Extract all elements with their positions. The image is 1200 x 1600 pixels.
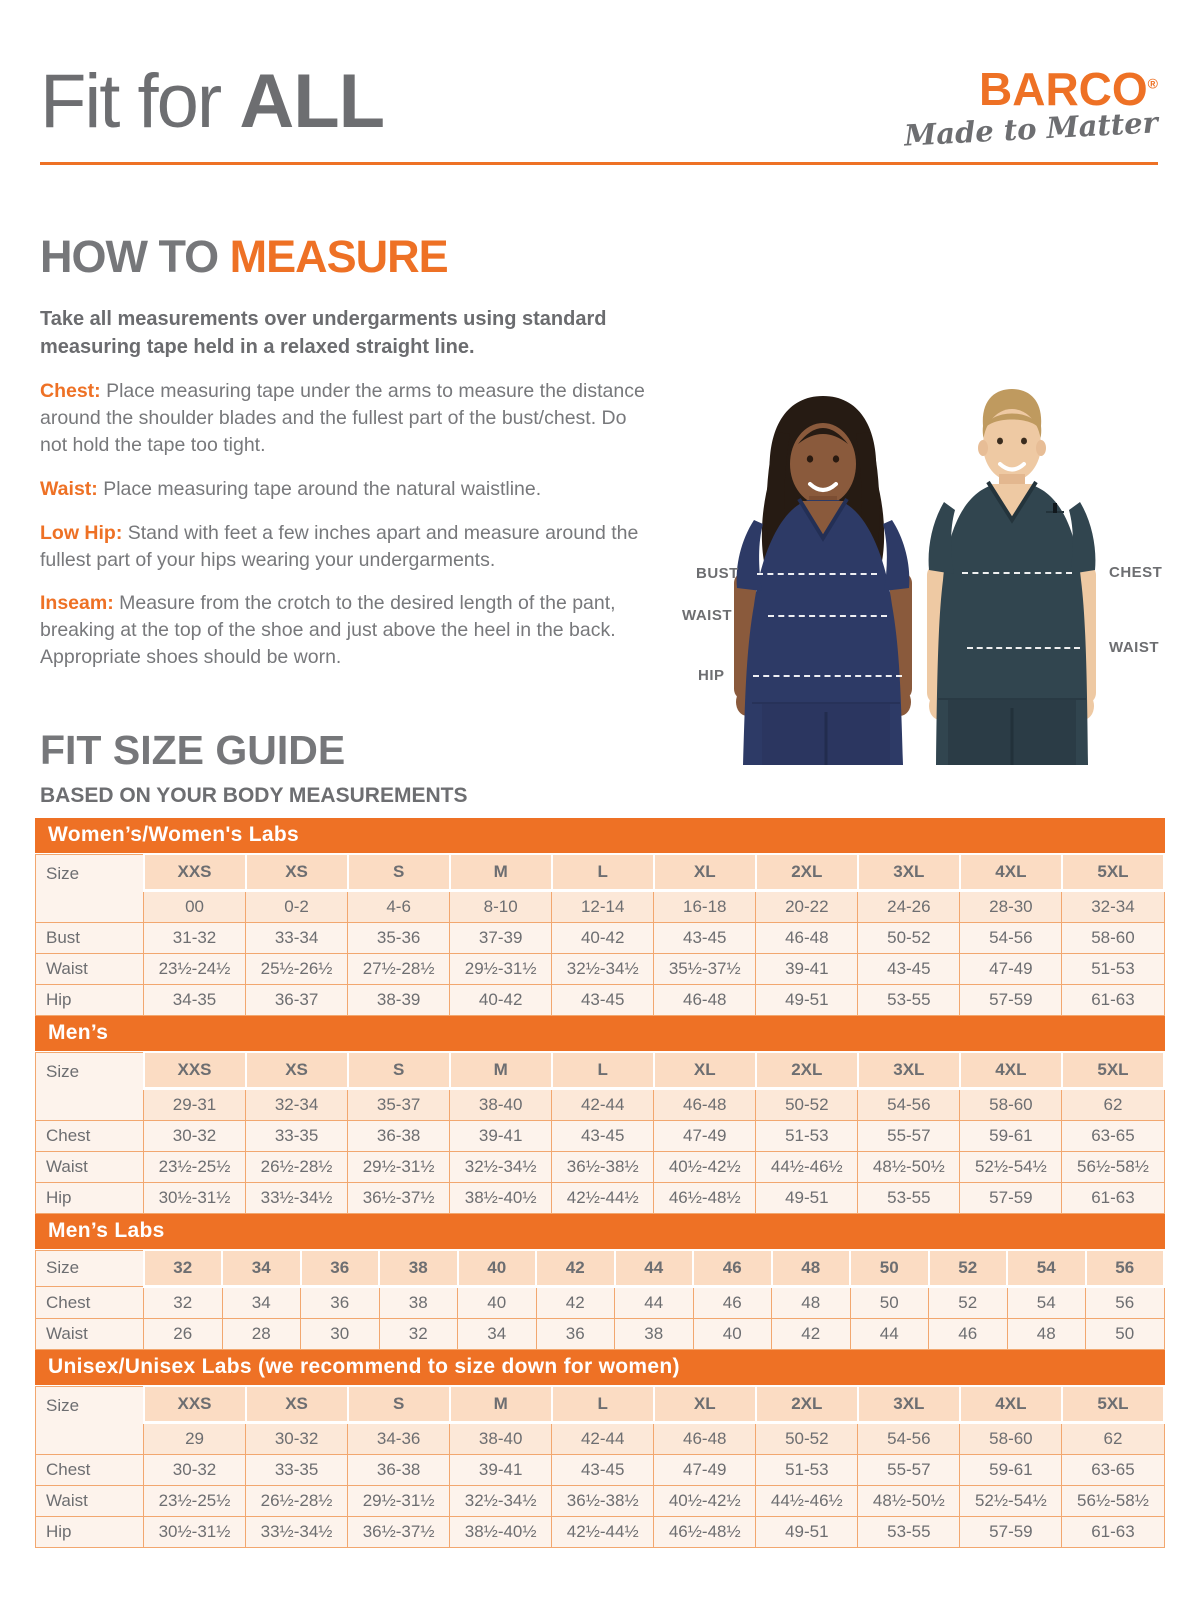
measurement-cell: 39-41 <box>450 1455 552 1486</box>
measurement-cell: 37-39 <box>450 923 552 954</box>
numeric-size-cell: 32-34 <box>1062 891 1164 923</box>
numeric-size-cell: 46-48 <box>654 1423 756 1455</box>
measurement-cell: 47-49 <box>654 1455 756 1486</box>
measurement-cell: 25½-26½ <box>246 954 348 985</box>
woman-waist-line-label: WAIST <box>682 607 732 624</box>
measurement-cell: 40½-42½ <box>654 1486 756 1517</box>
size-header-cell: S <box>348 854 450 891</box>
size-header-row <box>36 1250 1165 1287</box>
man-figure <box>927 389 1096 765</box>
measurement-cell: 48 <box>1007 1319 1086 1350</box>
measurement-cell: 30½-31½ <box>144 1183 246 1214</box>
numeric-size-cell: 24-26 <box>858 891 960 923</box>
size-header-cell: XL <box>654 1386 756 1423</box>
size-header-row <box>36 1052 1165 1089</box>
woman-figure <box>734 396 912 765</box>
bust-line-label: BUST <box>696 565 739 582</box>
numeric-size-cell: 38-40 <box>450 1089 552 1121</box>
measurement-cell: 39-41 <box>450 1121 552 1152</box>
measurement-cell: 33-35 <box>246 1121 348 1152</box>
size-header-cell: 2XL <box>756 1052 858 1089</box>
size-header-cell: 48 <box>772 1250 851 1287</box>
numeric-size-row <box>36 891 1165 923</box>
measurement-cell: 36½-38½ <box>552 1486 654 1517</box>
measurement-cell: 27½-28½ <box>348 954 450 985</box>
size-header-cell: 42 <box>536 1250 615 1287</box>
measurement-cell: 32½-34½ <box>552 954 654 985</box>
row-label: Size <box>36 854 144 923</box>
row-label: Chest <box>36 1121 144 1152</box>
inseam-label: Inseam: <box>40 592 114 615</box>
measurement-cell: 44 <box>850 1319 929 1350</box>
row-label: Chest <box>36 1287 144 1319</box>
measurement-row <box>36 1183 1165 1214</box>
size-header-cell: 34 <box>222 1250 301 1287</box>
brand-logo <box>903 63 1159 153</box>
measurement-cell: 57-59 <box>960 985 1062 1016</box>
measurement-cell: 63-65 <box>1062 1455 1164 1486</box>
numeric-size-cell: 00 <box>144 891 246 923</box>
size-header-cell: 4XL <box>960 1386 1062 1423</box>
measurement-cell: 46-48 <box>756 923 858 954</box>
measurement-cell: 38-39 <box>348 985 450 1016</box>
row-label: Bust <box>36 923 144 954</box>
measurement-cell: 35½-37½ <box>654 954 756 985</box>
measurement-cell: 32 <box>379 1319 458 1350</box>
table-banner: Unisex/Unisex Labs (we recommend to size down for women) <box>35 1350 1165 1385</box>
table-banner: Men’s <box>35 1016 1165 1051</box>
models-photo <box>650 372 1200 765</box>
measurement-cell: 44½-46½ <box>756 1486 858 1517</box>
measurement-cell: 52 <box>929 1287 1008 1319</box>
measurement-cell: 46 <box>929 1319 1008 1350</box>
table-banner: Men’s Labs <box>35 1214 1165 1249</box>
measurement-cell: 52½-54½ <box>960 1486 1062 1517</box>
measurement-cell: 49-51 <box>756 1183 858 1214</box>
how-to-measure-section <box>40 231 645 671</box>
size-header-cell: 50 <box>850 1250 929 1287</box>
measurement-cell: 33½-34½ <box>246 1517 348 1548</box>
low-hip-label: Low Hip: <box>40 521 123 544</box>
measurement-cell: 46½-48½ <box>654 1183 756 1214</box>
measurement-cell: 63-65 <box>1062 1121 1164 1152</box>
measurement-cell: 42½-44½ <box>552 1517 654 1548</box>
numeric-size-cell: 42-44 <box>552 1423 654 1455</box>
size-header-cell: 4XL <box>960 854 1062 891</box>
measurement-cell: 36-37 <box>246 985 348 1016</box>
row-label: Size <box>36 1052 144 1121</box>
numeric-size-cell: 62 <box>1062 1089 1164 1121</box>
numeric-size-cell: 54-56 <box>858 1423 960 1455</box>
measurement-cell: 48 <box>772 1287 851 1319</box>
size-table <box>35 1249 1165 1350</box>
numeric-size-cell: 20-22 <box>756 891 858 923</box>
hip-line-label: HIP <box>698 667 725 684</box>
measurement-cell: 29½-31½ <box>348 1152 450 1183</box>
measure-intro: Take all measurements over undergarments using standard measuring tape held in a relaxed straight line. <box>40 308 607 358</box>
measurement-cell: 32 <box>144 1287 223 1319</box>
numeric-size-cell: 16-18 <box>654 891 756 923</box>
size-header-cell: 3XL <box>858 1386 960 1423</box>
measurement-cell: 57-59 <box>960 1517 1062 1548</box>
measurement-cell: 61-63 <box>1062 1183 1164 1214</box>
how-to-measure-heading-accent: MEASURE <box>229 231 448 282</box>
man-waist-measure-line <box>967 647 1080 649</box>
brand-name: BARCO® <box>979 63 1158 115</box>
measure-instruction-inseam: Inseam: Measure from the crotch to the desired length of the pant, breaking at the top of the shoe and just above the heel in the back. Appropriate shoes should be worn. <box>40 592 616 669</box>
numeric-size-cell: 34-36 <box>348 1423 450 1455</box>
numeric-size-cell: 4-6 <box>348 891 450 923</box>
chest-label: Chest: <box>40 380 101 402</box>
measurement-cell: 30½-31½ <box>144 1517 246 1548</box>
size-header-cell: 40 <box>458 1250 537 1287</box>
registered-mark-icon: ® <box>1147 75 1158 92</box>
hip-measure-line <box>753 675 902 677</box>
measurement-cell: 36½-37½ <box>348 1517 450 1548</box>
measure-instruction-chest: Chest: Place measuring tape under the arms to measure the distance around the shoulder blades and the fullest part of the bust/chest. Do not hold the tape too tight. <box>40 380 645 456</box>
numeric-size-cell: 8-10 <box>450 891 552 923</box>
size-header-cell: 5XL <box>1062 854 1164 891</box>
measurement-cell: 28 <box>222 1319 301 1350</box>
numeric-size-cell: 28-30 <box>960 891 1062 923</box>
brand-tagline: Made to Matter <box>903 105 1159 153</box>
size-header-cell: XXS <box>144 854 246 891</box>
numeric-size-cell: 38-40 <box>450 1423 552 1455</box>
measurement-cell: 49-51 <box>756 985 858 1016</box>
size-table-mens-labs <box>35 1214 1165 1350</box>
measurement-row <box>36 954 1165 985</box>
size-header-cell: 5XL <box>1062 1386 1164 1423</box>
measurement-cell: 38 <box>615 1319 694 1350</box>
header-divider <box>40 162 1158 165</box>
page-title-bold: ALL <box>239 59 385 144</box>
numeric-size-row <box>36 1089 1165 1121</box>
fit-size-guide-subheading: BASED ON YOUR BODY MEASUREMENTS <box>40 784 468 808</box>
measurement-cell: 33-34 <box>246 923 348 954</box>
row-label: Waist <box>36 954 144 985</box>
numeric-size-cell: 50-52 <box>756 1423 858 1455</box>
row-label: Hip <box>36 1517 144 1548</box>
measure-instruction-low-hip: Low Hip: Stand with feet a few inches apart and measure around the fullest part of your hips wearing your undergarments. <box>40 521 639 571</box>
measurement-row <box>36 1486 1165 1517</box>
man-waist-line-label: WAIST <box>1109 639 1159 656</box>
measurement-cell: 61-63 <box>1062 985 1164 1016</box>
table-banner: Women’s/Women's Labs <box>35 818 1165 853</box>
page-title <box>40 59 385 144</box>
measurement-cell: 48½-50½ <box>858 1152 960 1183</box>
measurement-cell: 53-55 <box>858 985 960 1016</box>
measurement-cell: 50-52 <box>858 923 960 954</box>
measurement-cell: 43-45 <box>552 1121 654 1152</box>
measurement-row <box>36 1152 1165 1183</box>
measurement-cell: 29½-31½ <box>450 954 552 985</box>
size-header-cell: 5XL <box>1062 1052 1164 1089</box>
numeric-size-cell: 30-32 <box>246 1423 348 1455</box>
size-tables-container <box>35 818 1165 1548</box>
size-header-cell: 52 <box>929 1250 1008 1287</box>
fit-size-guide-heading: FIT SIZE GUIDE <box>40 727 346 774</box>
measurement-cell: 43-45 <box>654 923 756 954</box>
measurement-cell: 54-56 <box>960 923 1062 954</box>
measurement-cell: 40-42 <box>552 923 654 954</box>
numeric-size-cell: 42-44 <box>552 1089 654 1121</box>
measurement-cell: 34-35 <box>144 985 246 1016</box>
measurement-cell: 32½-34½ <box>450 1486 552 1517</box>
measurement-cell: 34 <box>222 1287 301 1319</box>
how-to-measure-heading: HOW TO MEASURE <box>40 231 448 282</box>
measurement-cell: 40 <box>693 1319 772 1350</box>
size-header-cell: 38 <box>379 1250 458 1287</box>
numeric-size-cell: 35-37 <box>348 1089 450 1121</box>
size-header-cell: M <box>450 1386 552 1423</box>
measurement-cell: 30 <box>301 1319 380 1350</box>
numeric-size-cell: 54-56 <box>858 1089 960 1121</box>
size-header-cell: 2XL <box>756 854 858 891</box>
size-header-cell: XS <box>246 854 348 891</box>
size-table-unisex <box>35 1350 1165 1548</box>
measurement-cell: 46 <box>693 1287 772 1319</box>
measurement-row <box>36 1287 1165 1319</box>
measurement-cell: 47-49 <box>960 954 1062 985</box>
row-label: Waist <box>36 1486 144 1517</box>
size-table <box>35 1051 1165 1214</box>
measurement-cell: 29½-31½ <box>348 1486 450 1517</box>
measurement-cell: 36½-38½ <box>552 1152 654 1183</box>
bust-measure-line <box>757 573 877 575</box>
measurement-row <box>36 1455 1165 1486</box>
measurement-cell: 33½-34½ <box>246 1183 348 1214</box>
measurement-cell: 53-55 <box>858 1517 960 1548</box>
size-header-cell: S <box>348 1052 450 1089</box>
size-table-mens <box>35 1016 1165 1214</box>
measurement-cell: 36 <box>536 1319 615 1350</box>
measurement-cell: 36-38 <box>348 1455 450 1486</box>
numeric-size-row <box>36 1423 1165 1455</box>
measurement-cell: 56½-58½ <box>1062 1486 1164 1517</box>
measurement-cell: 36-38 <box>348 1121 450 1152</box>
measurement-row <box>36 1121 1165 1152</box>
numeric-size-cell: 58-60 <box>960 1423 1062 1455</box>
measurement-cell: 48½-50½ <box>858 1486 960 1517</box>
measurement-cell: 50 <box>850 1287 929 1319</box>
row-label: Waist <box>36 1319 144 1350</box>
measurement-cell: 42 <box>772 1319 851 1350</box>
measurement-cell: 40 <box>458 1287 537 1319</box>
measurement-cell: 42 <box>536 1287 615 1319</box>
size-header-cell: 3XL <box>858 1052 960 1089</box>
measurement-cell: 57-59 <box>960 1183 1062 1214</box>
numeric-size-cell: 29 <box>144 1423 246 1455</box>
measurement-cell: 59-61 <box>960 1455 1062 1486</box>
size-header-cell: 4XL <box>960 1052 1062 1089</box>
row-label: Hip <box>36 1183 144 1214</box>
size-header-cell: 44 <box>615 1250 694 1287</box>
measurement-cell: 38 <box>379 1287 458 1319</box>
chest-measure-line <box>962 572 1072 574</box>
measurement-cell: 46½-48½ <box>654 1517 756 1548</box>
size-header-row <box>36 1386 1165 1423</box>
size-header-cell: XXS <box>144 1052 246 1089</box>
measurement-row <box>36 1517 1165 1548</box>
measurement-cell: 46-48 <box>654 985 756 1016</box>
measurement-cell: 40½-42½ <box>654 1152 756 1183</box>
measurement-row <box>36 1319 1165 1350</box>
row-label: Size <box>36 1250 144 1287</box>
size-header-cell: 32 <box>144 1250 223 1287</box>
measurement-cell: 36 <box>301 1287 380 1319</box>
measurement-cell: 42½-44½ <box>552 1183 654 1214</box>
measurement-cell: 40-42 <box>450 985 552 1016</box>
row-label: Chest <box>36 1455 144 1486</box>
numeric-size-cell: 29-31 <box>144 1089 246 1121</box>
measurement-cell: 52½-54½ <box>960 1152 1062 1183</box>
measurement-cell: 47-49 <box>654 1121 756 1152</box>
measurement-cell: 61-63 <box>1062 1517 1164 1548</box>
size-header-row <box>36 854 1165 891</box>
measurement-cell: 44 <box>615 1287 694 1319</box>
measurement-cell: 31-32 <box>144 923 246 954</box>
measurement-cell: 30-32 <box>144 1455 246 1486</box>
numeric-size-cell: 58-60 <box>960 1089 1062 1121</box>
size-header-cell: XS <box>246 1386 348 1423</box>
size-header-cell: S <box>348 1386 450 1423</box>
measurement-row <box>36 923 1165 954</box>
size-table <box>35 853 1165 1016</box>
measurement-cell: 43-45 <box>858 954 960 985</box>
size-header-cell: 54 <box>1007 1250 1086 1287</box>
measurement-cell: 32½-34½ <box>450 1152 552 1183</box>
measurement-cell: 26 <box>144 1319 223 1350</box>
measure-instruction-waist: Waist: Place measuring tape around the natural waistline. <box>40 477 542 500</box>
measurement-cell: 43-45 <box>552 1455 654 1486</box>
measurement-cell: 56½-58½ <box>1062 1152 1164 1183</box>
measurement-cell: 34 <box>458 1319 537 1350</box>
size-header-cell: 56 <box>1086 1250 1165 1287</box>
size-header-cell: L <box>552 854 654 891</box>
size-table-womens <box>35 818 1165 1016</box>
numeric-size-cell: 62 <box>1062 1423 1164 1455</box>
size-header-cell: L <box>552 1052 654 1089</box>
row-label: Waist <box>36 1152 144 1183</box>
size-header-cell: XL <box>654 1052 756 1089</box>
numeric-size-cell: 46-48 <box>654 1089 756 1121</box>
size-table <box>35 1385 1165 1548</box>
measurement-cell: 51-53 <box>1062 954 1164 985</box>
size-header-cell: 46 <box>693 1250 772 1287</box>
chest-line-label: CHEST <box>1109 564 1163 581</box>
measurement-cell: 58-60 <box>1062 923 1164 954</box>
measurement-cell: 53-55 <box>858 1183 960 1214</box>
measurement-cell: 43-45 <box>552 985 654 1016</box>
size-header-cell: XS <box>246 1052 348 1089</box>
measurement-cell: 51-53 <box>756 1121 858 1152</box>
measurement-cell: 38½-40½ <box>450 1183 552 1214</box>
measurement-cell: 49-51 <box>756 1517 858 1548</box>
size-header-cell: 3XL <box>858 854 960 891</box>
measurement-cell: 44½-46½ <box>756 1152 858 1183</box>
size-header-cell: XL <box>654 854 756 891</box>
page-header <box>0 0 1200 165</box>
measurement-cell: 55-57 <box>858 1121 960 1152</box>
measurement-cell: 26½-28½ <box>246 1152 348 1183</box>
measurement-cell: 26½-28½ <box>246 1486 348 1517</box>
size-header-cell: M <box>450 854 552 891</box>
measurement-cell: 38½-40½ <box>450 1517 552 1548</box>
numeric-size-cell: 32-34 <box>246 1089 348 1121</box>
measurement-cell: 51-53 <box>756 1455 858 1486</box>
measurement-cell: 30-32 <box>144 1121 246 1152</box>
measurement-cell: 54 <box>1007 1287 1086 1319</box>
measurement-cell: 33-35 <box>246 1455 348 1486</box>
size-header-cell: 2XL <box>756 1386 858 1423</box>
measurement-cell: 39-41 <box>756 954 858 985</box>
measurement-cell: 56 <box>1086 1287 1165 1319</box>
measurement-cell: 23½-25½ <box>144 1486 246 1517</box>
page-title-regular: Fit for <box>40 59 240 144</box>
size-header-cell: XXS <box>144 1386 246 1423</box>
measurement-cell: 23½-25½ <box>144 1152 246 1183</box>
measurement-cell: 36½-37½ <box>348 1183 450 1214</box>
measurement-cell: 59-61 <box>960 1121 1062 1152</box>
measurement-cell: 50 <box>1086 1319 1165 1350</box>
measurement-row <box>36 985 1165 1016</box>
fit-size-guide-section <box>35 727 1165 1548</box>
size-header-cell: L <box>552 1386 654 1423</box>
row-label: Size <box>36 1386 144 1455</box>
size-header-cell: M <box>450 1052 552 1089</box>
measurement-cell: 55-57 <box>858 1455 960 1486</box>
numeric-size-cell: 12-14 <box>552 891 654 923</box>
waist-label: Waist: <box>40 477 98 500</box>
woman-waist-measure-line <box>768 615 887 617</box>
size-header-cell: 36 <box>301 1250 380 1287</box>
measurement-cell: 23½-24½ <box>144 954 246 985</box>
numeric-size-cell: 0-2 <box>246 891 348 923</box>
numeric-size-cell: 50-52 <box>756 1089 858 1121</box>
measurement-cell: 35-36 <box>348 923 450 954</box>
row-label: Hip <box>36 985 144 1016</box>
